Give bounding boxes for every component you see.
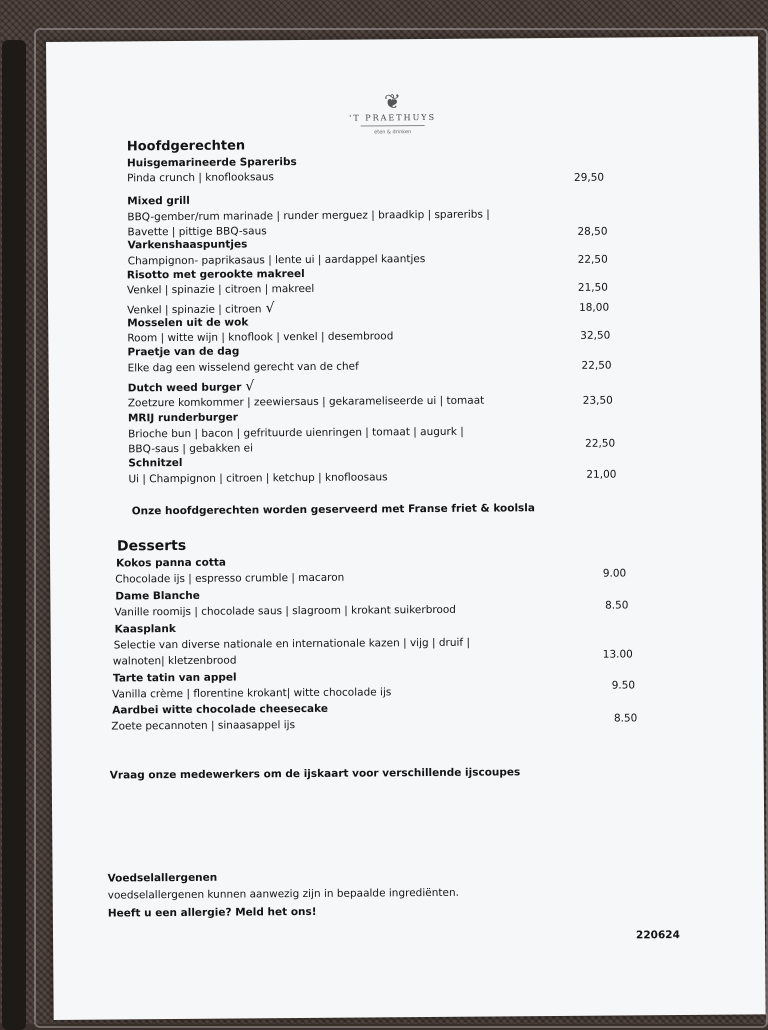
dessert-price: 13.00 — [602, 648, 633, 661]
logo-name: 'T PRAETHUYS — [349, 112, 437, 123]
vegan-icon: √ — [265, 300, 275, 317]
dish-price: 22,50 — [585, 437, 616, 450]
dish-name: MRIJ runderburger — [127, 411, 238, 425]
dish-name: Schnitzel — [128, 456, 183, 470]
dessert-name: Kaasplank — [114, 622, 176, 636]
dish-price: 29,50 — [573, 171, 605, 184]
menu-page — [46, 36, 766, 1020]
dish-name: Huisgemarineerde Spareribs — [126, 156, 297, 170]
dish-desc: Elke dag een wisselend gerecht van de chef — [127, 360, 359, 375]
dessert-name: Kokos panna cotta — [116, 556, 226, 570]
dessert-name: Aardbei witte chocolade cheesecake — [112, 702, 328, 717]
allergens-callout: Heeft u een allergie? Meld het ons! — [107, 905, 317, 920]
dish-desc: Venkel | spinazie | citroen | makreel — [126, 282, 315, 297]
dessert-desc: Vanilla crème | florentine krokant| witte chocolade ijs — [112, 686, 392, 701]
dish-name: Praetje van de dag — [127, 345, 240, 359]
logo-subtitle: eten & drinken — [374, 129, 412, 136]
section-title-main: Hoofdgerechten — [126, 138, 246, 155]
dessert-desc: Vanille roomijs | chocolade saus | slagroom | krokant suikerbrood — [114, 603, 457, 619]
main-section-note: Onze hoofdgerechten worden geserveerd met Franse friet & koolsla — [131, 502, 536, 518]
dish-price: 28,50 — [577, 225, 608, 238]
dish-price: 21,00 — [586, 468, 617, 481]
logo-rule — [361, 125, 425, 127]
dish-price: 22,50 — [581, 359, 612, 372]
vegan-icon: √ — [245, 378, 255, 395]
allergens-text: voedselallergenen kunnen aanwezig zijn in bepaalde ingrediënten. — [107, 886, 459, 902]
dessert-desc: walnoten| kletzenbrood — [112, 654, 237, 668]
dessert-desc: Zoete pecannoten | sinaasappel ijs — [111, 719, 296, 733]
dessert-name: Tarte tatin van appel — [112, 671, 237, 685]
dish-desc: Champignon- paprikasaus | lente ui | aardappel kaantjes — [127, 253, 426, 268]
dessert-price: 8.50 — [613, 712, 638, 725]
dish-price: 32,50 — [580, 329, 611, 342]
allergens-title: Voedselallergenen — [107, 871, 218, 885]
dessert-price: 9.00 — [602, 567, 627, 580]
restaurant-logo — [332, 89, 452, 136]
dish-price: 22,50 — [577, 253, 608, 266]
desserts-note: Vraag onze medewerkers om de ijskaart voor verschillende ijscoupes — [109, 766, 521, 782]
binder-spine — [2, 40, 26, 1030]
dish-name: Varkenshaaspuntjes — [127, 238, 248, 252]
dish-desc: Room | witte wijn | knoflook | venkel | desembrood — [127, 330, 394, 345]
dish-price: 21,50 — [577, 281, 608, 294]
dish-desc: Brioche bun | bacon | gefrituurde uienringen | tomaat | augurk | — [128, 425, 464, 441]
dish-price: 23,50 — [582, 394, 613, 407]
dish-desc: Ui | Champignon | citroen | ketchup | knofloosaus — [128, 471, 388, 486]
dish-desc: Venkel | spinazie | citroen — [127, 303, 262, 317]
dish-desc: Zoetzure komkommer | zeewiersaus | gekarameliseerde ui | tomaat — [127, 394, 485, 410]
dessert-name: Dame Blanche — [115, 589, 200, 603]
dish-desc: BBQ-gember/rum marinade | runder merguez | braadkip | spareribs | — [127, 208, 490, 224]
dish-desc: BBQ-saus | gebakken ei — [128, 442, 254, 456]
dessert-desc: Selectie van diverse nationale en internationale kazen | vijg | druif | — [113, 636, 471, 652]
dish-name: Dutch weed burger — [127, 381, 242, 395]
dish-name-vegetarian — [128, 378, 255, 395]
dish-price: 18,00 — [578, 301, 610, 314]
menu-code: 220624 — [635, 929, 680, 942]
dish-name: Mosselen uit de wok — [127, 316, 249, 330]
dessert-price: 8.50 — [605, 599, 629, 612]
section-title-desserts: Desserts — [116, 537, 187, 555]
dessert-price: 9.50 — [611, 679, 636, 692]
dish-desc-vegetarian — [127, 300, 275, 317]
dessert-desc: Chocolade ijs | espresso crumble | macaron — [115, 571, 345, 586]
dish-name: Risotto met gerookte makreel — [126, 267, 305, 282]
dish-desc: Pinda crunch | knoflooksaus — [127, 171, 275, 185]
dish-desc: Bavette | pittige BBQ-saus — [127, 225, 267, 239]
logo-emblem-icon: ❦ — [383, 89, 401, 114]
dish-name: Mixed grill — [127, 194, 190, 208]
